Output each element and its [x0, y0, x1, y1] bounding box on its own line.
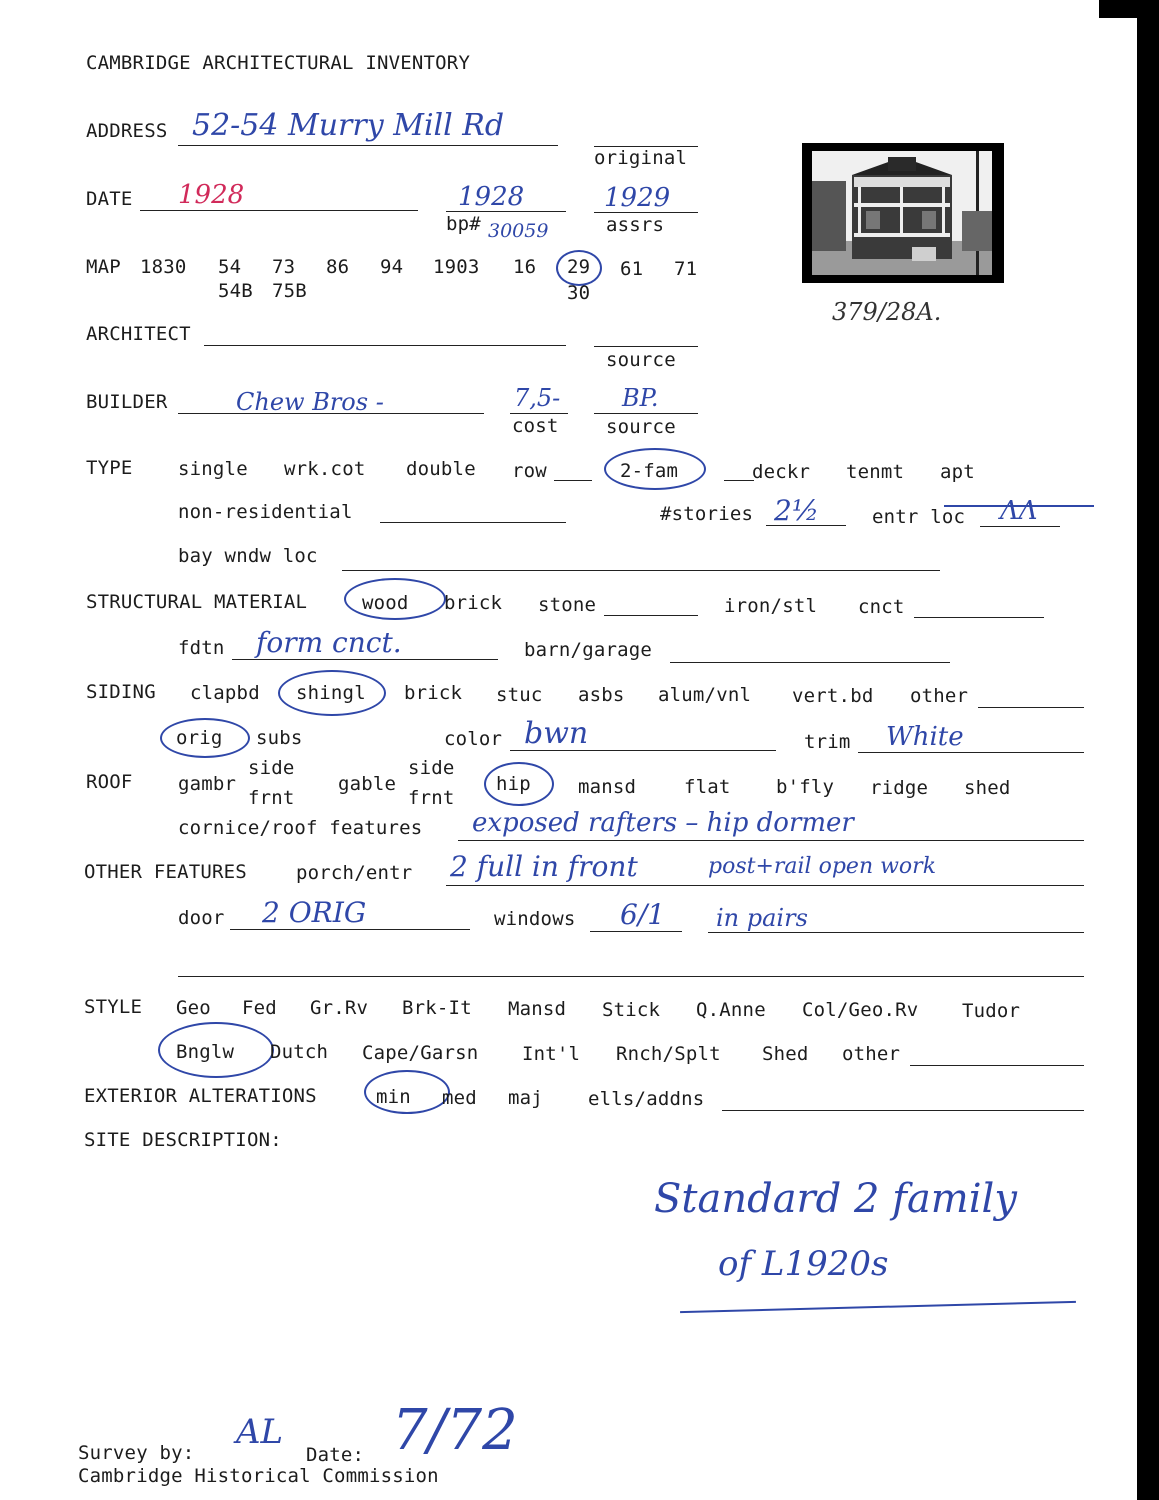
style-option: Rnch/Splt	[616, 1043, 721, 1065]
alteration-option: maj	[508, 1087, 543, 1109]
style-option: Tudor	[962, 1000, 1021, 1022]
roof-gable-frnt: frnt	[408, 787, 455, 809]
style-option: Cape/Garsn	[362, 1042, 479, 1064]
map-year: 1903	[433, 256, 480, 278]
orig-option-selected: orig	[176, 727, 223, 749]
style-option: Fed	[242, 997, 277, 1019]
cost-line	[510, 413, 568, 414]
other-features-extra-line	[178, 976, 1084, 977]
windows-value: 6/1	[620, 898, 666, 931]
porch-value: 2 full in front	[450, 850, 638, 883]
site-description-line1: Standard 2 family	[654, 1176, 1017, 1222]
map-year: 29	[567, 256, 591, 278]
stories-label: #stories	[660, 503, 754, 525]
entr-loc-value: ΛΛ	[1000, 496, 1038, 526]
bnglw-circle	[158, 1022, 274, 1078]
wood-circle	[344, 578, 446, 620]
bp-number: 30059	[488, 220, 549, 242]
style-option: other	[842, 1043, 901, 1065]
style-option: Gr.Rv	[310, 997, 369, 1019]
windows-label: windows	[494, 908, 576, 930]
cnct-line	[914, 617, 1044, 618]
type-option: single	[178, 458, 248, 480]
map-year: 54B	[218, 280, 253, 302]
deckr-line	[724, 480, 754, 481]
structural-option: stone	[538, 594, 597, 616]
roof-option-selected: hip	[496, 773, 531, 795]
original-label: original	[594, 147, 688, 169]
map-year: 73	[272, 256, 296, 278]
builder-label: BUILDER	[86, 391, 168, 413]
cost-value: 7,5-	[514, 384, 561, 412]
survey-date-value: 7/72	[392, 1398, 518, 1463]
windows-line	[590, 931, 682, 932]
barn-label: barn/garage	[524, 639, 653, 661]
porch-line	[446, 885, 1084, 886]
roof-label: ROOF	[86, 771, 133, 793]
door-label: door	[178, 907, 225, 929]
style-option: Geo	[176, 997, 211, 1019]
min-circle	[364, 1070, 450, 1114]
stories-value: 2½	[774, 494, 819, 527]
builder-source-label: source	[606, 416, 676, 438]
roof-option: gable	[338, 773, 397, 795]
roof-option: flat	[684, 776, 731, 798]
barn-line	[670, 662, 950, 663]
roof-option: mansd	[578, 776, 637, 798]
roof-option: ridge	[870, 777, 929, 799]
architect-source-label: source	[606, 349, 676, 371]
row-line	[554, 480, 592, 481]
hip-circle	[484, 762, 554, 806]
structural-option: brick	[444, 592, 503, 614]
survey-by-value: AL	[236, 1412, 284, 1452]
site-description-line2: of L1920s	[718, 1244, 889, 1284]
address-line	[178, 145, 558, 146]
type-label: TYPE	[86, 457, 133, 479]
style-option: Int'l	[522, 1043, 581, 1065]
structural-label: STRUCTURAL MATERIAL	[86, 591, 308, 613]
type-option: deckr	[752, 461, 811, 483]
site-underline	[680, 1301, 1076, 1313]
structural-option: iron/stl	[724, 595, 818, 617]
assrs-year: 1929	[604, 183, 671, 213]
siding-option: clapbd	[190, 682, 260, 704]
bp-year: 1928	[458, 182, 525, 212]
alteration-option: med	[442, 1087, 477, 1109]
map-year: 75B	[272, 280, 307, 302]
type-option: double	[406, 458, 476, 480]
fdtn-value: form cnct.	[256, 626, 402, 659]
date-label: DATE	[86, 188, 133, 210]
style-option: Brk-It	[402, 997, 472, 1019]
map-year: 61	[620, 258, 644, 280]
architect-source-line	[594, 346, 698, 347]
fdtn-line	[232, 659, 498, 660]
fdtn-label: fdtn	[178, 637, 225, 659]
address-value: 52-54 Murry Mill Rd	[192, 108, 505, 143]
structural-option: cnct	[858, 596, 905, 618]
structural-option-selected: wood	[362, 592, 409, 614]
survey-label: Survey by:	[78, 1442, 195, 1464]
page-edge-top	[1099, 0, 1159, 18]
orig-circle	[160, 718, 250, 758]
address-label: ADDRESS	[86, 120, 168, 142]
porch-label: porch/entr	[296, 862, 413, 884]
roof-gambr-frnt: frnt	[248, 787, 295, 809]
windows-detail: in pairs	[716, 904, 808, 932]
builder-value: Chew Bros -	[236, 388, 384, 416]
map-year: 86	[326, 256, 350, 278]
stone-line	[604, 615, 698, 616]
date-value: 1928	[178, 180, 245, 210]
date-line	[140, 210, 418, 211]
page-edge	[1137, 0, 1159, 1500]
alterations-label: EXTERIOR ALTERATIONS	[84, 1085, 317, 1107]
siding-option: alum/vnl	[658, 684, 752, 706]
entr-loc-stroke	[944, 505, 1094, 507]
other-siding-line	[978, 707, 1084, 708]
roof-option: gambr	[178, 773, 237, 795]
porch-detail: post+rail open work	[708, 854, 937, 879]
type-option: wrk.cot	[284, 458, 366, 480]
builder-source-line	[594, 413, 698, 414]
other-style-line	[910, 1065, 1084, 1066]
nonres-line	[380, 522, 566, 523]
style-option: Q.Anne	[696, 999, 766, 1021]
style-option: Dutch	[270, 1041, 329, 1063]
style-option: Stick	[602, 999, 661, 1021]
trim-value: White	[886, 722, 964, 752]
bay-line	[342, 570, 940, 571]
survey-date-label: Date:	[306, 1444, 365, 1466]
nonres-label: non-residential	[178, 501, 353, 523]
ells-line	[722, 1110, 1084, 1111]
bp-label: bp#	[446, 213, 481, 235]
map-year: 94	[380, 256, 404, 278]
roof-gambr-side: side	[248, 757, 295, 779]
builder-source-value: BP.	[622, 384, 659, 412]
siding-option: brick	[404, 682, 463, 704]
assrs-label: assrs	[606, 214, 665, 236]
style-option: Shed	[762, 1043, 809, 1065]
door-value: 2 ORIG	[262, 896, 367, 929]
style-option: Mansd	[508, 998, 567, 1020]
site-description-label: SITE DESCRIPTION:	[84, 1129, 282, 1151]
alteration-option-selected: min	[376, 1086, 411, 1108]
siding-option: asbs	[578, 684, 625, 706]
siding-option: vert.bd	[792, 685, 874, 707]
roof-gable-side: side	[408, 757, 455, 779]
style-option: Col/Geo.Rv	[802, 999, 919, 1021]
photo-reference: 379/28A.	[832, 298, 942, 326]
siding-label: SIDING	[86, 681, 156, 703]
entr-loc-label: entr loc	[872, 506, 966, 528]
entr-loc-line	[980, 526, 1060, 527]
architect-label: ARCHITECT	[86, 323, 191, 345]
map-year: 30	[567, 282, 591, 304]
shingl-circle	[278, 670, 386, 716]
siding-option: stuc	[496, 684, 543, 706]
house-photo	[802, 143, 1004, 283]
type-option: tenmt	[846, 461, 905, 483]
architect-line	[204, 345, 566, 346]
alteration-option: ells/addns	[588, 1088, 705, 1110]
bay-label: bay wndw loc	[178, 545, 318, 567]
map-label: MAP	[86, 256, 121, 278]
footer-commission: Cambridge Historical Commission	[78, 1465, 439, 1487]
style-label: STYLE	[84, 996, 143, 1018]
door-line	[230, 929, 470, 930]
map-year: 54	[218, 256, 242, 278]
type-option-selected: 2-fam	[620, 460, 679, 482]
color-value: bwn	[524, 716, 589, 751]
map-29-circle	[556, 250, 602, 286]
other-features-label: OTHER FEATURES	[84, 861, 247, 883]
map-year: 71	[674, 258, 698, 280]
roof-option: b'fly	[776, 776, 835, 798]
subs-option: subs	[256, 727, 303, 749]
roof-option: shed	[964, 777, 1011, 799]
type-option: apt	[940, 461, 975, 483]
cornice-line	[458, 840, 1084, 841]
two-fam-circle	[604, 448, 706, 490]
map-year: 16	[513, 256, 537, 278]
siding-option: other	[910, 685, 969, 707]
type-option: row	[512, 460, 547, 482]
cost-label: cost	[512, 415, 559, 437]
cornice-value: exposed rafters – hip dormer	[472, 808, 854, 838]
style-option-selected: Bnglw	[176, 1041, 235, 1063]
form-title: CAMBRIDGE ARCHITECTURAL INVENTORY	[86, 52, 471, 74]
trim-label: trim	[804, 731, 851, 753]
trim-line	[858, 752, 1084, 753]
color-label: color	[444, 728, 503, 750]
siding-option-selected: shingl	[296, 682, 366, 704]
windows-detail-line	[708, 932, 1084, 933]
map-year: 1830	[140, 256, 187, 278]
cornice-label: cornice/roof features	[178, 817, 423, 839]
